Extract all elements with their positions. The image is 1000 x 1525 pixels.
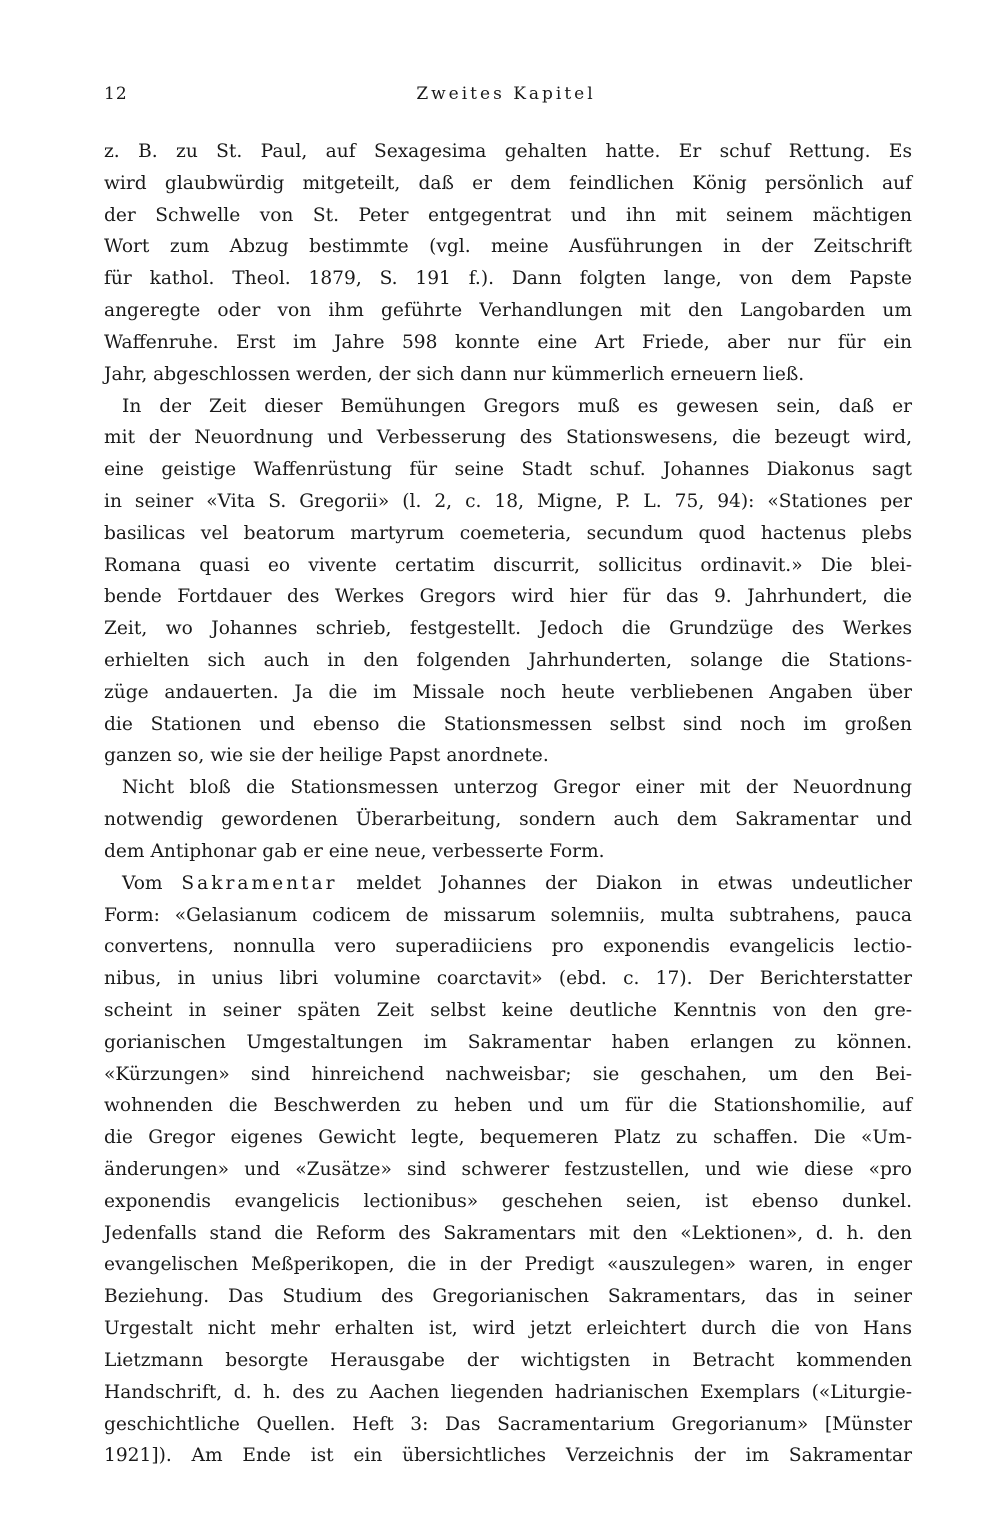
text-line: dem Antiphonar gab er eine neue, verbesserte Form. (104, 840, 605, 862)
text-line: notwendig gewordenen Überarbeitung, sondern auch dem Sakramentar und (104, 809, 912, 831)
text-line: Lietzmann besorgte Herausgabe der wichtigsten in Betracht kommenden (104, 1349, 912, 1371)
text-line: «Kürzungen» sind hinreichend nachweisbar; sie geschahen, um den Bei- (104, 1063, 912, 1085)
text-line: die Stationen und ebenso die Stationsmessen selbst sind noch im großen (104, 713, 912, 735)
spaced-term: Sakramentar (181, 872, 338, 894)
text-line: gorianischen Umgestaltungen im Sakramentar haben erlangen zu können. (104, 1031, 912, 1053)
lead-text: Vom (122, 872, 182, 894)
page-number: 12 (104, 84, 128, 104)
text-line: Romana quasi eo vivente certatim discurrit, sollicitus ordinavit.» Die blei- (104, 554, 912, 576)
text-line: Beziehung. Das Studium des Gregorianischen Sakramentars, das in seiner (104, 1286, 912, 1308)
text-line: Urgestalt nicht mehr erhalten ist, wird jetzt erleichtert durch die von Hans (104, 1318, 912, 1340)
text-line: die Gregor eigenes Gewicht legte, bequemeren Platz zu schaffen. Die «Um- (104, 1127, 912, 1149)
text-line: scheint in seiner späten Zeit selbst keine deutliche Kenntnis von den gre- (104, 999, 912, 1021)
text-line: ganzen so, wie sie der heilige Papst anordnete. (104, 745, 549, 767)
text-line: züge andauerten. Ja die im Missale noch heute verbliebenen Angaben über (104, 681, 912, 703)
text-line: 1921]). Am Ende ist ein übersichtliches Verzeichnis der im Sakramentar (104, 1445, 912, 1467)
text-line: geschichtliche Quellen. Heft 3: Das Sacramentarium Gregorianum» [Münster (104, 1413, 912, 1435)
text-line: wohnenden die Beschwerden zu heben und um für die Stationshomilie, auf (104, 1095, 912, 1117)
text-line: z. B. zu St. Paul, auf Sexagesima gehalten hatte. Er schuf Rettung. Es (104, 141, 912, 162)
paragraph-2 (104, 391, 912, 773)
text-line-lead (104, 868, 912, 900)
running-head (104, 84, 908, 108)
text-line: evangelischen Meßperikopen, die in der Predigt «auszulegen» waren, in enger (104, 1254, 912, 1276)
text-line: in seiner «Vita S. Gregorii» (l. 2, c. 18, Migne, P. L. 75, 94): «Stationes per (104, 490, 912, 512)
text-line: wird glaubwürdig mitgeteilt, daß er dem feindlichen König persönlich auf (104, 172, 912, 194)
text-line: nibus, in unius libri volumine coarctavit» (ebd. c. 17). Der Berichterstatter (104, 968, 912, 990)
paragraph-3 (104, 772, 912, 867)
text-line: Nicht bloß die Stationsmessen unterzog Gregor einer mit der Neuordnung (122, 777, 912, 799)
text-line: basilicas vel beatorum martyrum coemeteria, secundum quod hactenus plebs (104, 522, 912, 544)
text-line: exponendis evangelicis lectionibus» geschehen seien, ist ebenso dunkel. (104, 1190, 912, 1212)
text-line: Jahr, abgeschlossen werden, der sich dann nur kümmerlich erneuern ließ. (104, 363, 805, 385)
text-line: Handschrift, d. h. des zu Aachen liegenden hadrianischen Exemplars («Liturgie- (104, 1381, 912, 1403)
text-line: erhielten sich auch in den folgenden Jahrhunderten, solange die Stations- (104, 650, 912, 671)
text-line: eine geistige Waffenrüstung für seine Stadt schuf. Johannes Diakonus sagt (104, 459, 912, 481)
text-line: Form: «Gelasianum codicem de missarum solemniis, multa subtrahens, pauca (104, 904, 912, 926)
chapter-title: Zweites Kapitel (416, 84, 596, 104)
text-line: angeregte oder von ihm geführte Verhandlungen mit den Langobarden um (104, 300, 912, 322)
text-line: bende Fortdauer des Werkes Gregors wird hier für das 9. Jahrhundert, die (104, 586, 912, 608)
text-line: mit der Neuordnung und Verbesserung des Stationswesens, die bezeugt wird, (104, 427, 912, 449)
text-line: Zeit, wo Johannes schrieb, festgestellt. Jedoch die Grundzüge des Werkes (104, 618, 912, 640)
text-line: In der Zeit dieser Bemühungen Gregors muß es gewesen sein, daß er (122, 395, 912, 417)
text-line: änderungen» und «Zusätze» sind schwerer festzustellen, und wie diese «pro (104, 1159, 912, 1180)
paragraph-1 (104, 136, 912, 391)
lead-rest-text: meldet Johannes der Diakon in etwas undeutlicher (337, 872, 912, 894)
text-line: Wort zum Abzug bestimmte (vgl. meine Ausführungen in der Zeitschrift (104, 236, 912, 258)
text-line: der Schwelle von St. Peter entgegentrat und ihn mit seinem mächtigen (104, 204, 912, 226)
text-line: Jedenfalls stand die Reform des Sakramentars mit den «Lektionen», d. h. den (104, 1222, 912, 1244)
text-line: für kathol. Theol. 1879, S. 191 f.). Dann folgten lange, von dem Papste (104, 268, 912, 290)
text-line: Waffenruhe. Erst im Jahre 598 konnte eine Art Friede, aber nur für ein (104, 331, 912, 353)
body-text (104, 136, 912, 1472)
text-line: convertens, nonnulla vero superadiiciens pro exponendis evangelicis lectio- (104, 936, 912, 958)
paragraph-4 (104, 868, 912, 1472)
